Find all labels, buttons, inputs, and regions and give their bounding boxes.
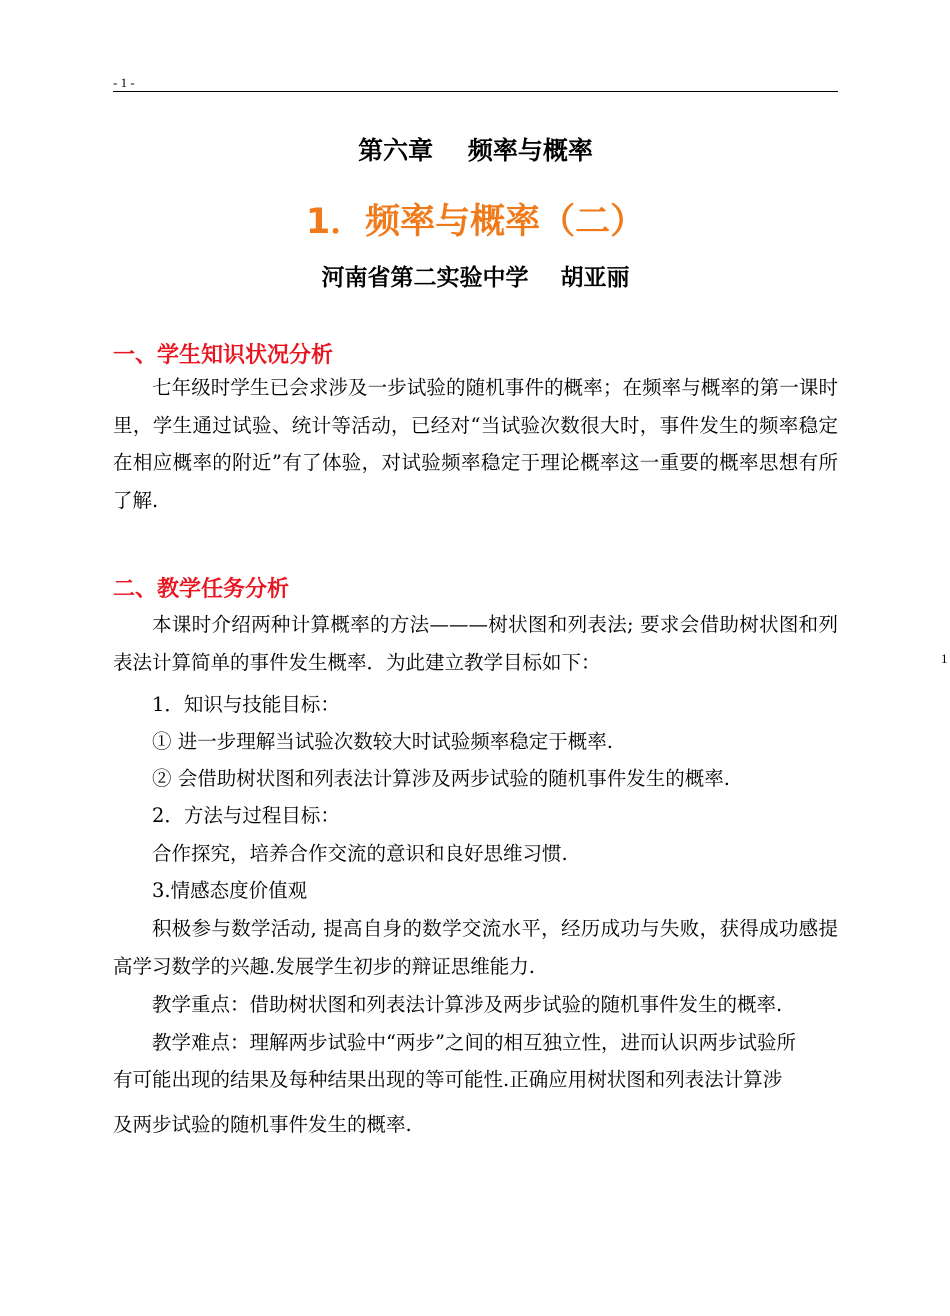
student-analysis-paragraph: 七年级时学生已会求涉及一步试验的随机事件的概率；在频率与概率的第一课时里，学生通过试验、统计等活动，已经对“当试验次数很大时，事件发生的频率稳定在相应概率的附近”有了体验，对试验频率稳定于理论概率这一重要的概率思想有所了解. [113,376,838,512]
difficult-point-line-3: 及两步试验的随机事件发生的概率. [113,1113,412,1136]
margin-page-mark: 1 [941,651,948,666]
chapter-title: 第六章 频率与概率 [358,136,593,165]
section-heading-task-analysis: 二、教学任务分析 [113,577,290,602]
goal1-title: 1．知识与技能目标： [152,693,340,716]
difficult-point-line-2: 有可能出现的结果及每种结果出现的等可能性.正确应用树状图和列表法计算涉 [113,1068,783,1091]
header-rule [113,91,838,92]
goal3-title: 3.情感态度价值观 [152,879,308,902]
author-line: 河南省第二实验中学 胡亚丽 [321,265,630,291]
goal1-item-1: ① 进一步理解当试验次数较大时试验频率稳定于概率. [152,730,613,753]
section-heading-student-analysis: 一、学生知识状况分析 [113,343,334,368]
goal1-item-2: ② 会借助树状图和列表法计算涉及两步试验的随机事件发生的概率. [152,767,730,790]
task-intro-paragraph: 本课时介绍两种计算概率的方法———树状图和列表法; 要求会借助树状图和列表法计算简单的事件发生概率．为此建立教学目标如下： [113,613,838,674]
goal2-text: 合作探究，培养合作交流的意识和良好思维习惯. [152,842,568,865]
goal2-title: 2．方法与过程目标： [152,804,340,827]
key-point-line: 教学重点：借助树状图和列表法计算涉及两步试验的随机事件发生的概率. [152,993,783,1016]
goal3-paragraph: 积极参与数学活动, 提高自身的数学交流水平，经历成功与失败，获得成功感提高学习数学的兴趣.发展学生初步的辩证思维能力. [113,917,838,978]
lesson-title: 1．频率与概率（二） [305,202,646,242]
difficult-point-line-1: 教学难点：理解两步试验中“两步”之间的相互独立性，进而认识两步试验所 [152,1031,796,1054]
page-number: - 1 - [113,75,135,90]
